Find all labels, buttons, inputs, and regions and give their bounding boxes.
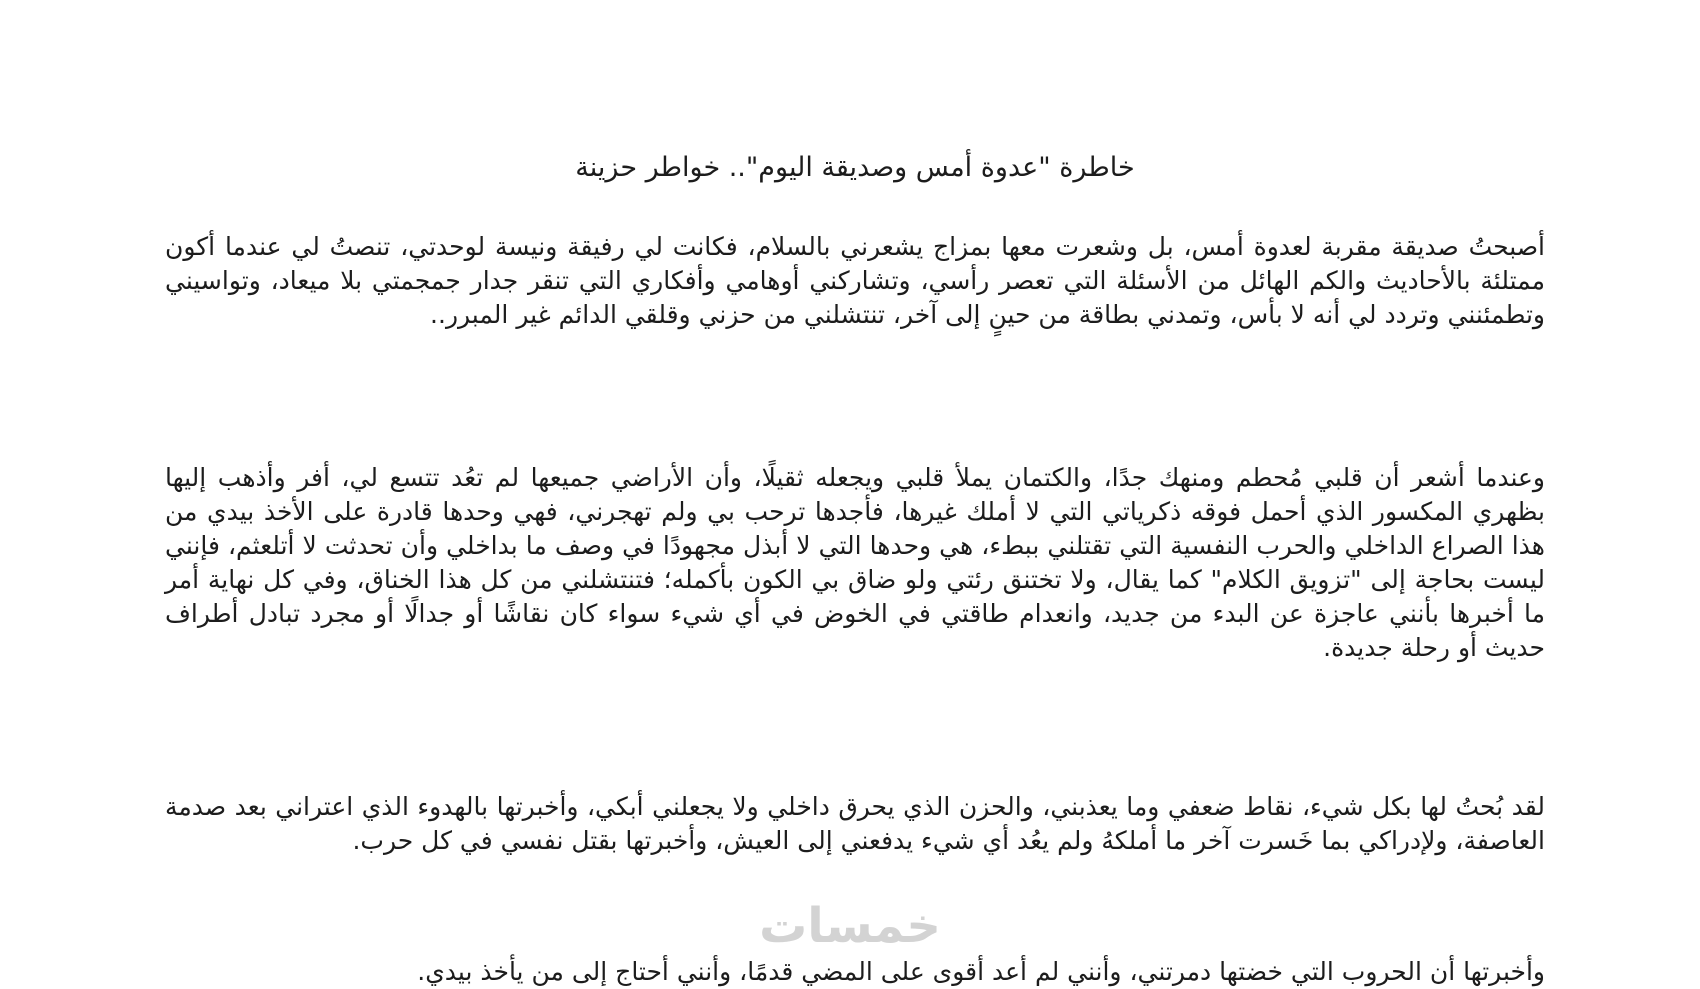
article-title: خاطرة "عدوة أمس وصديقة اليوم".. خواطر حزينة [575, 152, 1135, 183]
article-paragraph-4: وأخبرتها أن الحروب التي خضتها دمرتني، وأنني لم أعد أقوى على المضي قدمًا، وأنني أحتاج إلى من يأخذ بيدي. [417, 957, 1545, 986]
article-paragraph-1: أصبحتُ صديقة مقربة لعدوة أمس، بل وشعرت معها بمزاج يشعرني بالسلام، فكانت لي رفيقة ونيسة لوحدتي، تنصتُ لي عندما أكون ممتلئة بالأحاديث والكم الهائل من الأسئلة التي تعصر رأسي، وتشاركني أوهامي وأفكاري التي تنقر جدار جمجمتي بلا ميعاد، وتواسيني وتطمئنني وتردد لي أنه لا بأس، وتمدني بطاقة من حينٍ إلى آخر، تنتشلني من حزني وقلقي الدائم غير المبرر.. [165, 232, 1545, 329]
article-paragraph-2: وعندما أشعر أن قلبي مُحطم ومنهك جدًا، والكتمان يملأ قلبي ويجعله ثقيلًا، وأن الأراضي جميعها لم تعُد تتسع لي، أفر وأذهب إليها بظهري المكسور الذي أحمل فوقه ذكرياتي التي لا أملك غيرها، فأجدها ترحب بي ولم تهجرني، فهي وحدها قادرة على الأخذ بيدي من هذا الصراع الداخلي والحرب النفسية التي تقتلني ببطء، هي وحدها التي لا أبذل مجهودًا في وصف ما بداخلي وأن تحدثت لا أتلعثم، فإنني ليست بحاجة إلى "تزويق الكلام" كما يقال، ولا تختنق رئتي ولو ضاق بي الكون بأكمله؛ فتنتشلني من كل هذا الخناق، وفي كل نهاية أمر ما أخبرها بأنني عاجزة عن البدء من جديد، وانعدام طاقتي في الخوض في أي شيء سواء كان نقاشًا أو جدالًا أو مجرد تبادل أطراف حديث أو رحلة جديدة. [165, 463, 1545, 662]
khamsat-watermark-logo: خمسات [759, 898, 941, 954]
article-page [165, 0, 1545, 986]
article-paragraph-3: لقد بُحتُ لها بكل شيء، نقاط ضعفي وما يعذبني، والحزن الذي يحرق داخلي ولا يجعلني أبكي، وأخبرتها بالهدوء الذي اعتراني بعد صدمة العاصفة، ولإدراكي بما خَسرت آخر ما أملكهُ ولم يعُد أي شيء يدفعني إلى العيش، وأخبرتها بقتل نفسي في كل حرب. [165, 792, 1545, 855]
